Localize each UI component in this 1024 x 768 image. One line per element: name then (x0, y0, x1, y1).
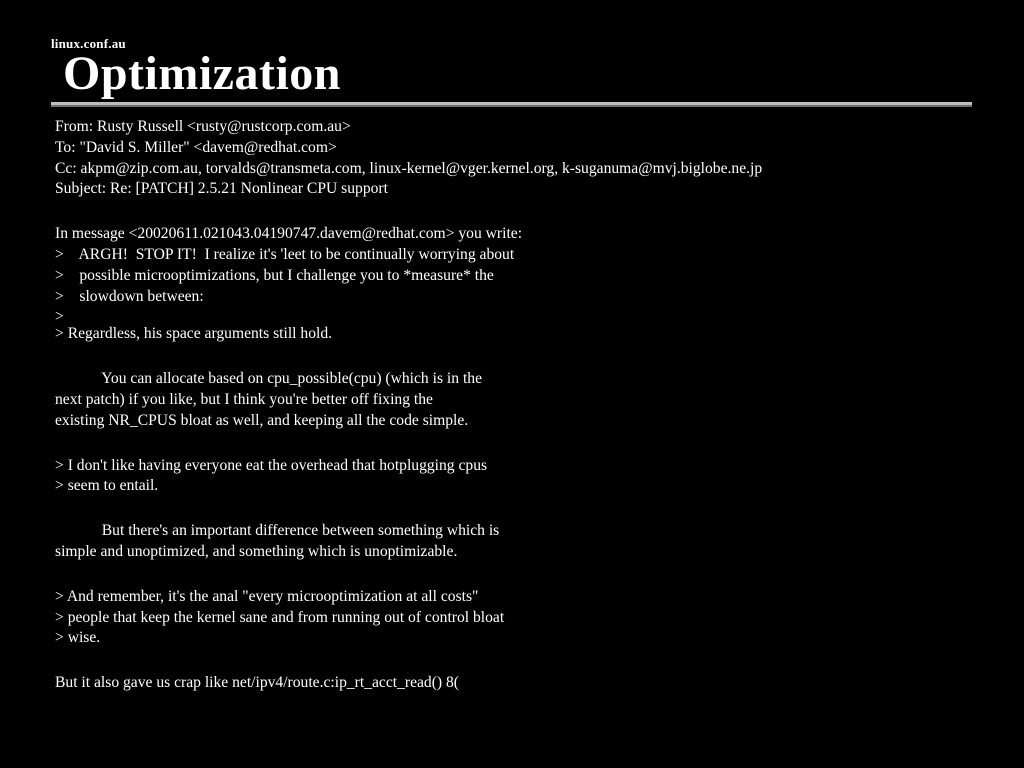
quoted-block-1 (55, 245, 995, 345)
email-body (55, 117, 995, 694)
closing-line: But it also gave us crap like net/ipv4/route.c:ip_rt_acct_read() 8( (55, 674, 459, 692)
quote-line: > (55, 308, 64, 326)
quoted-block-2 (55, 456, 995, 498)
quote-line: > people that keep the kernel sane and from running out of control bloat (55, 608, 505, 626)
reply-line: existing NR_CPUS bloat as well, and keeping all the code simple. (55, 411, 469, 429)
slide-title: Optimization (63, 47, 341, 100)
title-divider (51, 102, 972, 107)
email-headers (55, 117, 995, 200)
reply-line: But there's an important difference between something which is (55, 522, 500, 540)
reply-line: You can allocate based on cpu_possible(cpu) (which is in the (55, 370, 483, 388)
to-header: To: "David S. Miller" <davem@redhat.com> (55, 138, 337, 156)
quote-line: > possible microoptimizations, but I challenge you to *measure* the (55, 266, 494, 284)
quote-line: > seem to entail. (55, 477, 159, 495)
quote-line: > I don't like having everyone eat the overhead that hotplugging cpus (55, 456, 488, 474)
quote-line: > And remember, it's the anal "every microoptimization at all costs" (55, 587, 479, 605)
quote-line: > wise. (55, 629, 101, 647)
reply-paragraph-2 (55, 521, 995, 563)
quoted-block-3 (55, 587, 995, 649)
reply-line: next patch) if you like, but I think you're better off fixing the (55, 390, 433, 408)
quote-line: > Regardless, his space arguments still hold. (55, 325, 333, 343)
reply-paragraph-1 (55, 369, 995, 431)
reply-line: simple and unoptimized, and something which is unoptimizable. (55, 542, 458, 560)
subject-header: Subject: Re: [PATCH] 2.5.21 Nonlinear CPU support (55, 180, 388, 198)
conference-label: linux.conf.au (51, 36, 126, 51)
cc-header: Cc: akpm@zip.com.au, torvalds@transmeta.com, linux-kernel@vger.kernel.org, k-suganuma@mvj.biglobe.ne.jp (55, 159, 763, 177)
from-header: From: Rusty Russell <rusty@rustcorp.com.au> (55, 118, 351, 135)
attribution-line: In message <20020611.021043.04190747.davem@redhat.com> you write: (55, 225, 523, 243)
quote-line: > slowdown between: (55, 287, 204, 305)
quote-line: > ARGH! STOP IT! I realize it's 'leet to be continually worrying about (55, 245, 515, 263)
